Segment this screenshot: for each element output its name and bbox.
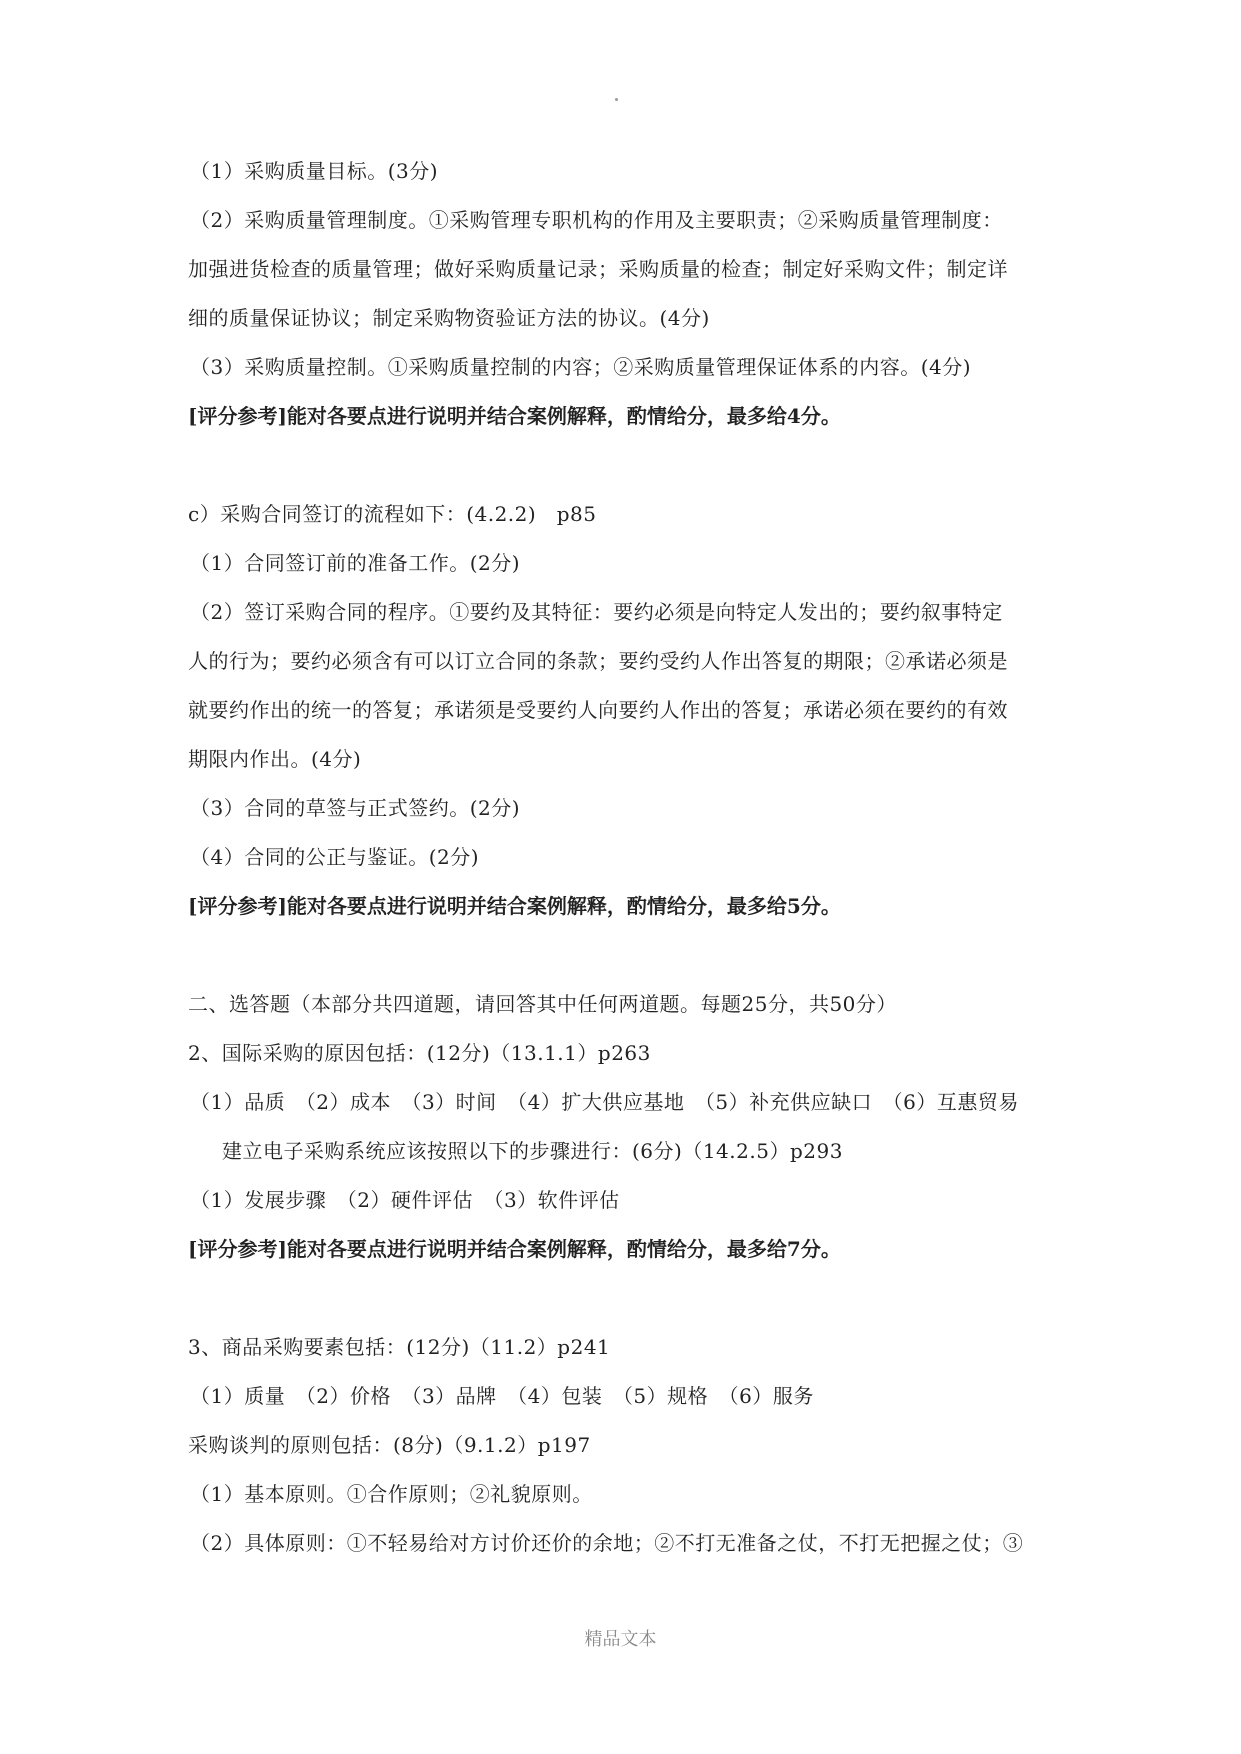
page-footer: 精品文本 [584,1629,657,1650]
text-line: 建立电子采购系统应该按照以下的步骤进行：(6分)（14.2.5）p293 [222,1139,843,1163]
text-line: 就要约作出的统一的答复；承诺须是受要约人向要约人作出的答复；承诺必须在要约的有效 [188,698,1008,722]
text-line: 人的行为；要约必须含有可以订立合同的条款；要约受约人作出答复的期限；②承诺必须是 [188,649,1008,673]
header-dot [615,98,618,101]
text-line: （1）品质 （2）成本 （3）时间 （4）扩大供应基地 （5）补充供应缺口 （6）互惠贸易 [190,1090,1019,1114]
scoring-note: [评分参考]能对各要点进行说明并结合案例解释，酌情给分，最多给7分。 [188,1237,841,1261]
question-heading: 3、商品采购要素包括：(12分)（11.2）p241 [188,1335,611,1359]
document-body [188,158,1058,1579]
scoring-note: [评分参考]能对各要点进行说明并结合案例解释，酌情给分，最多给5分。 [188,894,841,918]
section-heading: 二、选答题（本部分共四道题，请回答其中任何两道题。每题25分，共50分） [188,992,897,1016]
text-line: （3）合同的草签与正式签约。(2分) [190,796,521,820]
text-line: （3）采购质量控制。①采购质量控制的内容；②采购质量管理保证体系的内容。(4分) [190,355,972,379]
text-line: 采购谈判的原则包括：(8分)（9.1.2）p197 [188,1433,591,1457]
scoring-note: [评分参考]能对各要点进行说明并结合案例解释，酌情给分，最多给4分。 [188,404,841,428]
text-line: （1）采购质量目标。(3分) [190,159,439,183]
text-line: 加强进货检查的质量管理；做好采购质量记录；采购质量的检查；制定好采购文件；制定详 [188,257,1008,281]
text-line: 期限内作出。(4分) [188,747,362,771]
text-line: c）采购合同签订的流程如下：(4.2.2) p85 [188,502,597,526]
text-line: （1）发展步骤 （2）硬件评估 （3）软件评估 [190,1188,620,1212]
text-line: （1）合同签订前的准备工作。(2分) [190,551,521,575]
text-line: （2）具体原则：①不轻易给对方讨价还价的余地；②不打无准备之仗，不打无把握之仗；③ [190,1531,1024,1555]
text-line: 细的质量保证协议；制定采购物资验证方法的协议。(4分) [188,306,710,330]
text-line: （1）质量 （2）价格 （3）品牌 （4）包装 （5）规格 （6）服务 [190,1384,814,1408]
text-line: （2）签订采购合同的程序。①要约及其特征：要约必须是向特定人发出的；要约叙事特定 [190,600,1003,624]
question-heading: 2、国际采购的原因包括：(12分)（13.1.1）p263 [188,1041,651,1065]
text-line: （1）基本原则。①合作原则；②礼貌原则。 [190,1482,593,1506]
text-line: （2）采购质量管理制度。①采购管理专职机构的作用及主要职责；②采购质量管理制度： [190,208,1003,232]
text-line: （4）合同的公正与鉴证。(2分) [190,845,480,869]
